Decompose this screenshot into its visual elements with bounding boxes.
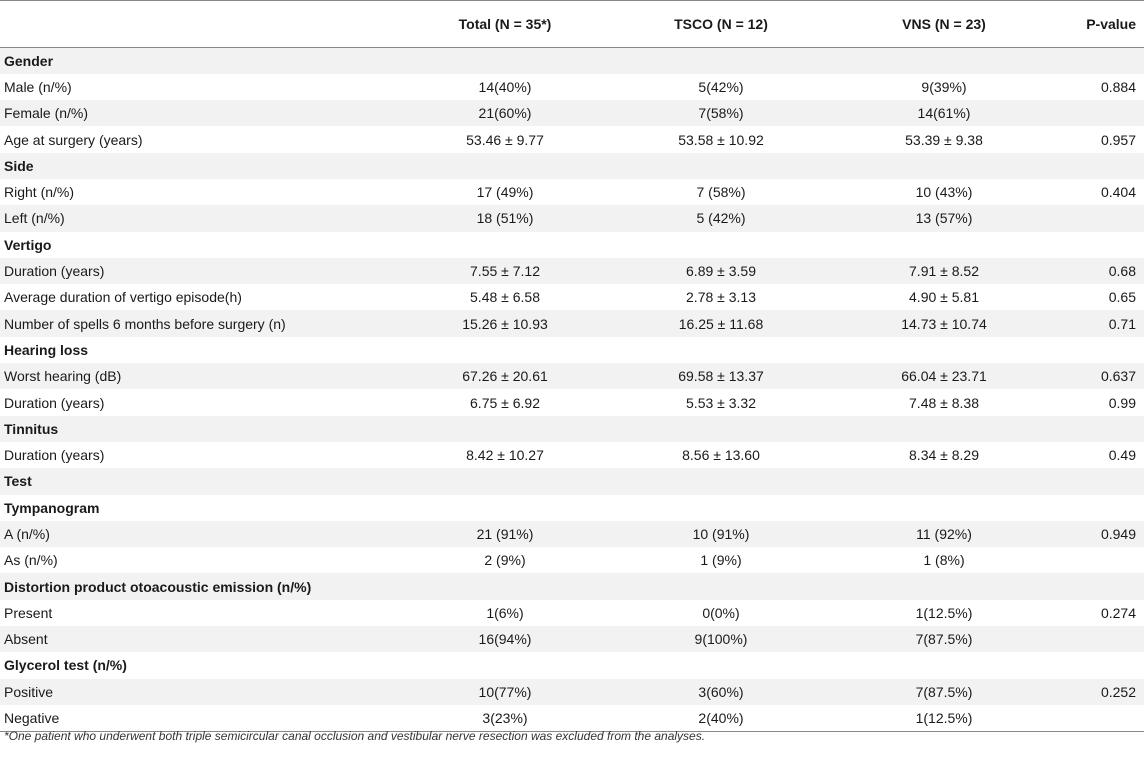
row-label: Present: [4, 604, 53, 621]
table-row: [0, 442, 1144, 468]
cell-p-value: [1078, 573, 1144, 599]
cell-p-value: 0.49: [1108, 447, 1136, 464]
cell-total: 2 (9%): [484, 552, 526, 569]
cell-p-value: [1078, 495, 1144, 521]
cell-total: 6.75 ± 6.92: [470, 394, 540, 411]
cell-total: 8.42 ± 10.27: [466, 447, 544, 464]
cell-vns: 4.90 ± 5.81: [909, 289, 979, 306]
table-row: [0, 389, 1144, 415]
cell-tsco: [632, 48, 810, 74]
cell-tsco: 5 (42%): [696, 210, 746, 227]
row-label: Positive: [4, 683, 54, 700]
cell-p-value: 0.949: [1100, 525, 1136, 542]
cell-vns: [810, 48, 1078, 74]
cell-vns: [810, 573, 1078, 599]
cell-tsco: 69.58 ± 13.37: [678, 368, 764, 385]
row-label: Test: [4, 473, 32, 490]
table-row: [0, 126, 1144, 152]
cell-tsco: [632, 468, 810, 494]
cell-p-value: [1078, 205, 1144, 231]
table-body: [0, 48, 1144, 732]
cell-tsco: [632, 153, 810, 179]
cell-tsco: 2(40%): [698, 709, 744, 726]
cell-total: [378, 573, 632, 599]
cell-vns: 7.91 ± 8.52: [909, 263, 979, 280]
cell-tsco: 2.78 ± 3.13: [686, 289, 756, 306]
cell-tsco: 1 (9%): [700, 552, 742, 569]
section-row: [0, 495, 1144, 521]
cell-vns: 1(12.5%): [915, 604, 973, 621]
cell-vns: [810, 232, 1078, 258]
cell-p-value: 0.404: [1100, 184, 1136, 201]
cell-p-value: 0.99: [1108, 394, 1136, 411]
cell-p-value: 0.637: [1100, 368, 1136, 385]
cell-vns: 13 (57%): [915, 210, 973, 227]
table-row: [0, 547, 1144, 573]
cell-vns: 1 (8%): [923, 552, 965, 569]
cell-tsco: 5.53 ± 3.32: [686, 394, 756, 411]
row-label: Female (n/%): [4, 105, 89, 122]
cell-total: 10(77%): [478, 683, 532, 700]
header-total: Total (N = 35*): [378, 1, 632, 48]
cell-total: 1(6%): [486, 604, 524, 621]
cell-p-value: [1078, 416, 1144, 442]
cell-p-value: 0.68: [1108, 263, 1136, 280]
section-row: [0, 337, 1144, 363]
table-row: [0, 74, 1144, 100]
cell-total: [378, 652, 632, 678]
cell-vns: [810, 153, 1078, 179]
cell-total: 21(60%): [478, 105, 532, 122]
section-row: [0, 468, 1144, 494]
table-row: [0, 205, 1144, 231]
row-label: Tympanogram: [4, 499, 100, 516]
section-row: [0, 416, 1144, 442]
cell-total: 15.26 ± 10.93: [462, 315, 548, 332]
row-label: Vertigo: [4, 236, 52, 253]
cell-tsco: [632, 652, 810, 678]
cell-p-value: [1078, 232, 1144, 258]
header-label: [0, 1, 378, 48]
table-row: [0, 626, 1144, 652]
cell-p-value: 0.252: [1100, 683, 1136, 700]
row-label: Gender: [4, 52, 54, 69]
section-row: [0, 652, 1144, 678]
table-row: [0, 705, 1144, 731]
row-label: Male (n/%): [4, 78, 72, 95]
table-row: [0, 363, 1144, 389]
cell-p-value: 0.884: [1100, 78, 1136, 95]
section-row: [0, 232, 1144, 258]
cell-total: 21 (91%): [476, 525, 534, 542]
table-row: [0, 100, 1144, 126]
row-label: A (n/%): [4, 525, 50, 542]
cell-p-value: [1078, 705, 1144, 731]
row-label: Worst hearing (dB): [4, 368, 122, 385]
cell-vns: 14(61%): [917, 105, 971, 122]
cell-vns: 11 (92%): [916, 525, 972, 542]
row-label: Absent: [4, 631, 48, 648]
cell-total: [378, 416, 632, 442]
section-row: [0, 573, 1144, 599]
cell-p-value: [1078, 468, 1144, 494]
cell-p-value: [1078, 652, 1144, 678]
table-footnote: *One patient who underwent both triple semicircular canal occlusion and vestibular nerve resection was excluded from the analyses.: [4, 729, 706, 743]
cell-vns: 10 (43%): [915, 184, 973, 201]
row-label: Glycerol test (n/%): [4, 657, 127, 674]
table-row: [0, 521, 1144, 547]
cell-tsco: 16.25 ± 11.68: [678, 315, 764, 332]
cell-tsco: 53.58 ± 10.92: [678, 131, 764, 148]
cell-vns: [810, 495, 1078, 521]
cell-vns: 7.48 ± 8.38: [909, 394, 979, 411]
cell-total: 5.48 ± 6.58: [470, 289, 540, 306]
table-row: [0, 310, 1144, 336]
table-row: [0, 179, 1144, 205]
cell-total: 7.55 ± 7.12: [470, 263, 540, 280]
section-row: [0, 48, 1144, 74]
cell-p-value: [1078, 153, 1144, 179]
row-label: Duration (years): [4, 263, 105, 280]
cell-tsco: 7 (58%): [696, 184, 746, 201]
cell-vns: 53.39 ± 9.38: [905, 131, 983, 148]
cell-tsco: 0(0%): [702, 604, 740, 621]
cell-vns: [810, 652, 1078, 678]
header-p-value: P-value: [1078, 1, 1144, 48]
cell-vns: [810, 337, 1078, 363]
section-row: [0, 153, 1144, 179]
cell-p-value: [1078, 626, 1144, 652]
cell-p-value: [1078, 337, 1144, 363]
cell-total: [378, 468, 632, 494]
row-label: As (n/%): [4, 552, 58, 569]
cell-tsco: [632, 495, 810, 521]
cell-tsco: [632, 416, 810, 442]
cell-tsco: 6.89 ± 3.59: [686, 263, 756, 280]
header-vns: VNS (N = 23): [810, 1, 1078, 48]
row-label: Average duration of vertigo episode(h): [4, 289, 242, 306]
cell-tsco: [632, 232, 810, 258]
cell-vns: 9(39%): [921, 78, 967, 95]
cell-total: 14(40%): [478, 78, 532, 95]
cell-total: 3(23%): [482, 709, 528, 726]
cell-p-value: [1078, 100, 1144, 126]
row-label: Duration (years): [4, 394, 105, 411]
cell-vns: 66.04 ± 23.71: [901, 368, 987, 385]
cell-vns: [810, 468, 1078, 494]
row-label: Negative: [4, 709, 60, 726]
row-label: Duration (years): [4, 447, 105, 464]
cell-total: [378, 232, 632, 258]
table-header-row: [0, 1, 1144, 48]
row-label: Distortion product otoacoustic emission (n/%): [4, 578, 312, 595]
cell-p-value: 0.957: [1100, 131, 1136, 148]
cell-tsco: 3(60%): [698, 683, 744, 700]
cell-vns: 14.73 ± 10.74: [901, 315, 987, 332]
cell-total: [378, 153, 632, 179]
cell-vns: [810, 416, 1078, 442]
row-label: Right (n/%): [4, 184, 75, 201]
cell-vns: 1(12.5%): [915, 709, 973, 726]
cell-tsco: 7(58%): [698, 105, 744, 122]
header-tsco: TSCO (N = 12): [632, 1, 810, 48]
row-label: Age at surgery (years): [4, 131, 143, 148]
row-label: Hearing loss: [4, 341, 89, 358]
cell-tsco: [632, 573, 810, 599]
cell-tsco: [632, 337, 810, 363]
table-row: [0, 258, 1144, 284]
cell-p-value: 0.274: [1100, 604, 1136, 621]
row-label: Side: [4, 157, 34, 174]
cell-tsco: 10 (91%): [692, 525, 750, 542]
cell-p-value: [1078, 547, 1144, 573]
cell-total: 18 (51%): [476, 210, 534, 227]
cell-tsco: 5(42%): [698, 78, 744, 95]
cell-total: 16(94%): [478, 631, 532, 648]
table-row: [0, 284, 1144, 310]
cell-vns: 7(87.5%): [915, 631, 973, 648]
row-label: Left (n/%): [4, 210, 65, 227]
cell-total: 67.26 ± 20.61: [462, 368, 548, 385]
row-label: Number of spells 6 months before surgery (n): [4, 315, 286, 332]
cell-total: [378, 495, 632, 521]
cell-total: 53.46 ± 9.77: [466, 131, 544, 148]
table-row: [0, 600, 1144, 626]
cell-p-value: 0.71: [1108, 315, 1136, 332]
cell-p-value: [1078, 48, 1144, 74]
cell-total: 17 (49%): [476, 184, 534, 201]
cell-tsco: 8.56 ± 13.60: [682, 447, 760, 464]
cell-p-value: 0.65: [1108, 289, 1136, 306]
cell-vns: 8.34 ± 8.29: [909, 447, 979, 464]
cell-total: [378, 48, 632, 74]
cell-tsco: 9(100%): [694, 631, 748, 648]
cell-vns: 7(87.5%): [915, 683, 973, 700]
table-row: [0, 679, 1144, 705]
row-label: Tinnitus: [4, 420, 59, 437]
cell-total: [378, 337, 632, 363]
